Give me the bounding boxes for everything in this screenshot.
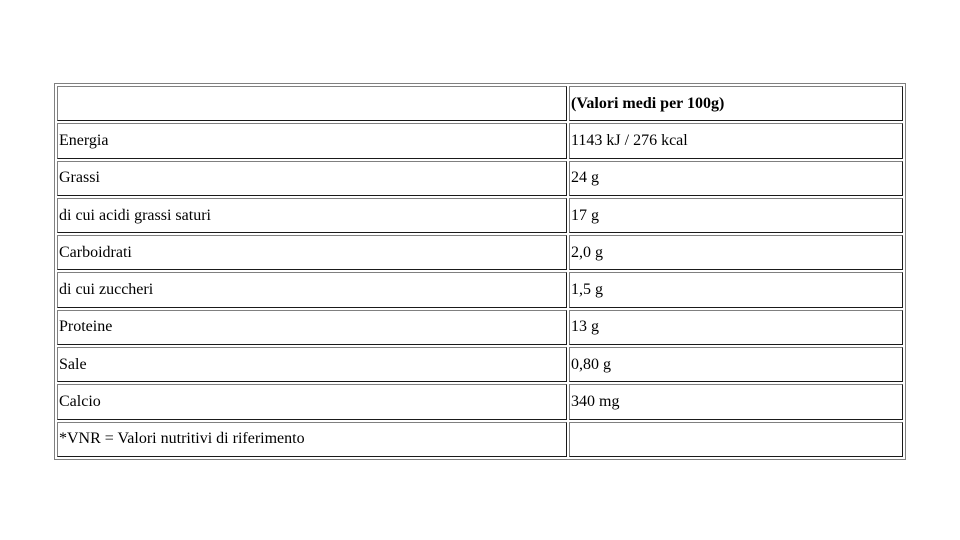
row-label: Energia: [57, 123, 567, 158]
table-row: [57, 272, 903, 307]
table-row: [57, 123, 903, 158]
row-label: di cui acidi grassi saturi: [57, 198, 567, 233]
footnote-label: *VNR = Valori nutritivi di riferimento: [57, 422, 567, 457]
row-label: di cui zuccheri: [57, 272, 567, 307]
row-label: Sale: [57, 347, 567, 382]
row-value: 1143 kJ / 276 kcal: [569, 123, 903, 158]
row-label: Carboidrati: [57, 235, 567, 270]
table-footnote-row: [57, 422, 903, 457]
row-label: Grassi: [57, 161, 567, 196]
row-label: Proteine: [57, 310, 567, 345]
table-row: [57, 235, 903, 270]
row-value: 2,0 g: [569, 235, 903, 270]
table-row: [57, 161, 903, 196]
header-label-cell: [57, 86, 567, 121]
row-value: 17 g: [569, 198, 903, 233]
footnote-value: [569, 422, 903, 457]
row-value: 13 g: [569, 310, 903, 345]
nutrition-table: [54, 83, 906, 460]
row-label: Calcio: [57, 384, 567, 419]
row-value: 0,80 g: [569, 347, 903, 382]
table-row: [57, 384, 903, 419]
row-value: 24 g: [569, 161, 903, 196]
table-row: [57, 310, 903, 345]
table-row: [57, 347, 903, 382]
table-header-row: [57, 86, 903, 121]
header-value-cell: (Valori medi per 100g): [569, 86, 903, 121]
table-row: [57, 198, 903, 233]
row-value: 1,5 g: [569, 272, 903, 307]
row-value: 340 mg: [569, 384, 903, 419]
